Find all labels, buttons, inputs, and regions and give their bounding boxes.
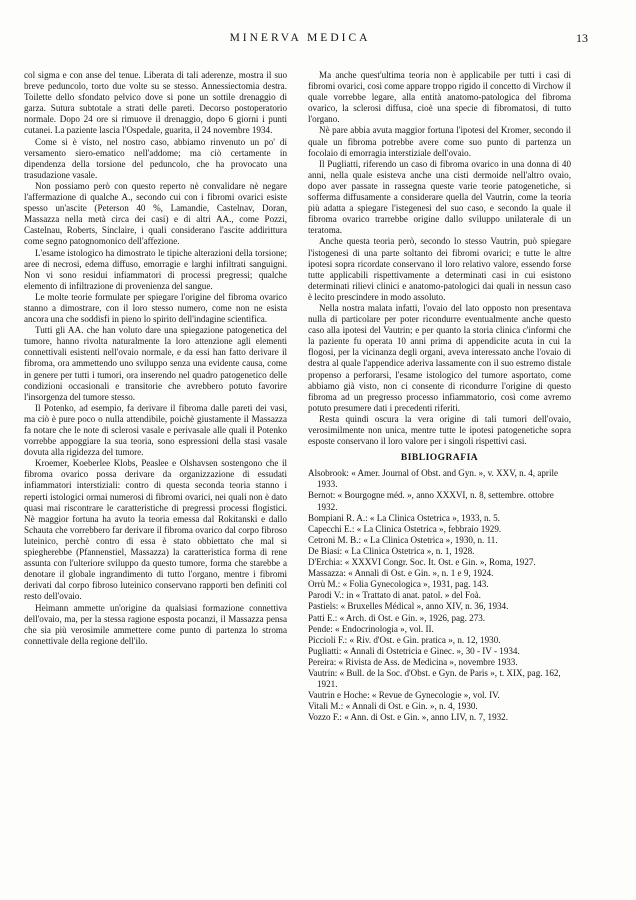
- left-column: [24, 70, 287, 890]
- bibliography-entry: Pende: « Endocrinologia », vol. II.: [308, 623, 434, 634]
- bibliography-entry: D'Erchia: « XXXVI Congr. Soc. It. Ost. e Gin. », Roma, 1927.: [308, 557, 536, 568]
- paragraph: Ma anche quest'ultima teoria non è applicabile per tutti i casi di fibromi ovarici, così come appare troppo rigido il concetto di Virchow il quale vorrebbe legare, alla entità anatomo-patologica del fibroma ovarico, la sclerosi diffusa, cioè una specie di fibromatosi, di tutto l'organo.: [308, 70, 571, 125]
- paragraph: col sigma e con anse del tenue. Liberata di tali aderenze, mostra il suo breve peduncolo, torto due volte su se stesso. Annessiectomia destra. Toilette dello sfondato pelvico dove si pone un sottile drenaggio di garza. Sutura subtotale a strati delle pareti. Decorso postoperatorio normale. Dopo 24 ore si rimuove il drenaggio, dopo 6 giorni i punti cutanei. La paziente lascia l'Ospedale, guarita, il 24 novembre 1934.: [24, 70, 287, 136]
- page-number: 13: [576, 31, 588, 45]
- bibliography-entry: Massazza: « Annali di Ost. e Gin. », n. 1 e 9, 1924.: [308, 568, 494, 579]
- paragraph: Tutti gli AA. che han voluto dare una spiegazione patogenetica del tumore, hanno rivolta naturalmente la loro attenzione agli elementi connettivali esistenti nell'ovaio normale, e da essi han fatto derivare il fibroma, ora ammettendo uno sviluppo senza una evidente causa, come in genere per tutti i tumori, ora inserendo nel quadro patogenetico delle condizioni occasionali e transitorie che avrebbero potuto favorire l'insorgenza del tumore stesso.: [24, 325, 287, 402]
- bibliography-entry: Piccioli F.: « Riv. d'Ost. e Gin. pratica », n. 12, 1930.: [308, 634, 501, 645]
- bibliography-entry: Vautrin e Hoche: « Revue de Gynecologie », vol. IV.: [308, 690, 500, 701]
- paragraph: Non possiamo però con questo reperto nè convalidare nè negare l'affermazione di qualche A., secondo cui con i fibromi ovarici esiste spesso un'ascite (Peterson 40 %, Lamandie, Castelnav, Doran, Massazza nella metà circa dei casi) e di altri AA., come Pozzi, Castelnau, Roberts, Sinclaire, i quali considerano l'ascite addirittura come segno patognomonico dell'affezione.: [24, 180, 287, 247]
- paragraph: Resta quindi oscura la vera origine di tali tumori dell'ovaio, verosimilmente non unica, mentre tutte le ipotesi patogenetiche sopra esposte conservano il loro valore per i singoli rispettivi casi.: [308, 413, 571, 447]
- bibliography-entry: Vozzo F.: « Ann. di Ost. e Gin. », anno LIV, n. 7, 1932.: [308, 712, 509, 723]
- bibliography-entry: Pastiels: « Bruxelles Médical », anno XIV, n. 36, 1934.: [308, 601, 509, 612]
- bibliography-entry: Patti E.: « Arch. di Ost. e Gin. », 1926, pag. 273.: [308, 612, 486, 623]
- paragraph: Heimann ammette un'origine da qualsiasi formazione connettiva dell'ovaio, ma, per la stessa ragione esposta pocanzi, il Massazza pensa che sia più verosimile ammettere come punto di partenza lo stroma connettivale della regione dell'ilo.: [24, 602, 287, 646]
- paragraph: Il Pugliatti, riferendo un caso di fibroma ovarico in una donna di 40 anni, nella quale esisteva anche una cisti dermoide nell'altro ovaio, dopo aver passate in rassegna queste varie teorie patogenetiche, si sofferma diffusamente a considerare quella del Vautrin, come la teoria più adatta a spiegare l'istegenesi del suo caso, e secondo la quale il fibroma ovarico trarrebbe origine dallo sviluppo unilaterale di un teratoma.: [308, 158, 571, 236]
- paragraph: Il Potenko, ad esempio, fa derivare il fibroma dalle pareti dei vasi, ma ciò è pure poco o nulla attendibile, poichè giustamente il Massazza fa notare che le note di sclerosi vasale e perivasale alle quali il Potenko vorrebbe appoggiare la sua teoria, sono espressioni della stasi vasale dovuta alla rigidezza del tumore.: [24, 402, 287, 458]
- paragraph: Anche questa teoria però, secondo lo stesso Vautrin, può spiegare l'istogenesi di una parte soltanto dei fibromi ovarici; e tutte le altre ipotesi sopra ricordate conservano il loro relativo valore, essendo forse tutte applicabili rispettivamente a determinati casi in cui esistono determinati rilievi clinici e anatomo-patologici dai quali in nessun caso è lecito prescindere in modo assoluto.: [308, 236, 571, 302]
- bibliography-list: [308, 468, 571, 723]
- paragraph: L'esame istologico ha dimostrato le tipiche alterazioni della torsione; aree di necrosi, edema diffuso, emorragie e larghi infiltrati sanguigni. Non vi sono residui infiammatori di processi pregressi; qualche elemento di infiltrazione di provenienza del sangue.: [24, 247, 287, 291]
- bibliography-entry: Bernot: « Bourgogne méd. », anno XXXVI, n. 8, settembre. ottobre 1932.: [308, 490, 554, 512]
- paragraph: Nè pare abbia avuta maggior fortuna l'ipotesi del Kromer, secondo il quale un fibroma potrebbe avere come suo punto di partenza un focolaio di emorragia interstiziale dell'ovaio.: [308, 125, 571, 158]
- paragraph: Kroemer, Koeberlee Klobs, Peaslee e Olshavsen sostengono che il fibroma ovarico possa derivare da organizzazione di essudati infiammatori interstiziali: contro di questa seconda teoria stanno i reperti istologici ormai numerosi di fibromi ovarici, nei quali non è dato quasi mai riscontrare le caratteristiche di pregressi processi flogistici. Nè maggior fortuna ha avuto la teoria emessa dal Rokitanski e dallo Schauta che vorrebbero far derivare il fibroma ovarico dal corpo fibroso luteinico, perchè contro di essa è stato obbiettato che mal si spiegherebbe (Pfannenstiel, Massazza) la caratteristica forma di rene assunta con l'ulteriore sviluppo da questo tumore, forma che starebbe a denotare il globale ingrandimento di tutto l'organo, mentre i fibromi derivati dal corpo fibroso luteinico conservano rapporti ben definiti col resto dell'ovaio.: [24, 458, 287, 602]
- bibliography-entry: Alsobrook: « Amer. Journal of Obst. and Gyn. », v. XXV, n. 4, aprile 1933.: [308, 468, 559, 490]
- paragraph: Nella nostra malata infatti, l'ovaio del lato opposto non presentava nulla di particolare per poter ricondurre eventualmente anche questo caso alla ipotesi del Vautrin; e per quanto la storia clinica c'informi che la paziente fu operata 10 anni prima di appendicite acuta in cui la flogosi, per la vicinanza degli organi, aveva interessato anche l'ovaio di destra al quale l'appendice aderiva lassamente con il suo estremo distale propenso a perforarsi, l'esame istologico del tumore asportato, come abbiamo già visto, non ci consente di ricondurre l'origine di questo fibroma ad un pregresso processo infiammatorio, così come avremo potuto presumere dati i precedenti riferiti.: [308, 302, 571, 413]
- bibliography-entry: Orrù M.: « Folia Gynecologica », 1931, pag. 143.: [308, 579, 489, 590]
- bibliography-entry: Bompiani R. A.: « La Clinica Ostetrica », 1933, n. 5.: [308, 512, 500, 523]
- bibliography-entry: Pereira: « Rivista de Ass. de Medicina », novembre 1933.: [308, 656, 518, 667]
- bibliography-entry: Capecchi E.: « La Clinica Ostetrica », febbraio 1929.: [308, 523, 502, 534]
- running-title: MINERVA MEDICA: [229, 32, 371, 44]
- bibliography-entry: Parodi V.: in « Trattato di anat. patol. » del Foà.: [308, 590, 481, 601]
- bibliography-entry: Cetroni M. B.: « La Clinica Ostetrica », 1930, n. 11.: [308, 534, 498, 545]
- bibliography-entry: De Biasi: « La Clinica Ostetrica », n. 1, 1928.: [308, 545, 475, 556]
- page-header: [20, 30, 588, 46]
- bibliography-title: BIBLIOGRAFIA: [400, 453, 479, 464]
- paragraph: Come si è visto, nel nostro caso, abbiamo rinvenuto un po' di versamento siero-ematico nell'addome; ma ciò certamente in dipendenza della torsione del peduncolo, che ha provocato una trasudazione vasale.: [24, 136, 287, 180]
- bibliography-entry: Vitali M.: « Annali di Ost. e Gin. », n. 4, 1930.: [308, 701, 478, 712]
- right-column: [308, 70, 571, 890]
- paragraph: Le molte teorie formulate per spiegare l'origine del fibroma ovarico stanno a dimostrare, con il loro stesso numero, come non ne esista ancora una che soddisfi in pieno lo spirito dell'indagine scientifica.: [24, 291, 287, 325]
- bibliography-entry: Pugliatti: « Annali di Ostetricia e Ginec. », 30 - IV - 1934.: [308, 645, 520, 656]
- bibliography-entry: Vautrin: « Bull. de la Soc. d'Obst. e Gyn. de Paris », t. XIX, pag. 162, 1921.: [308, 667, 561, 690]
